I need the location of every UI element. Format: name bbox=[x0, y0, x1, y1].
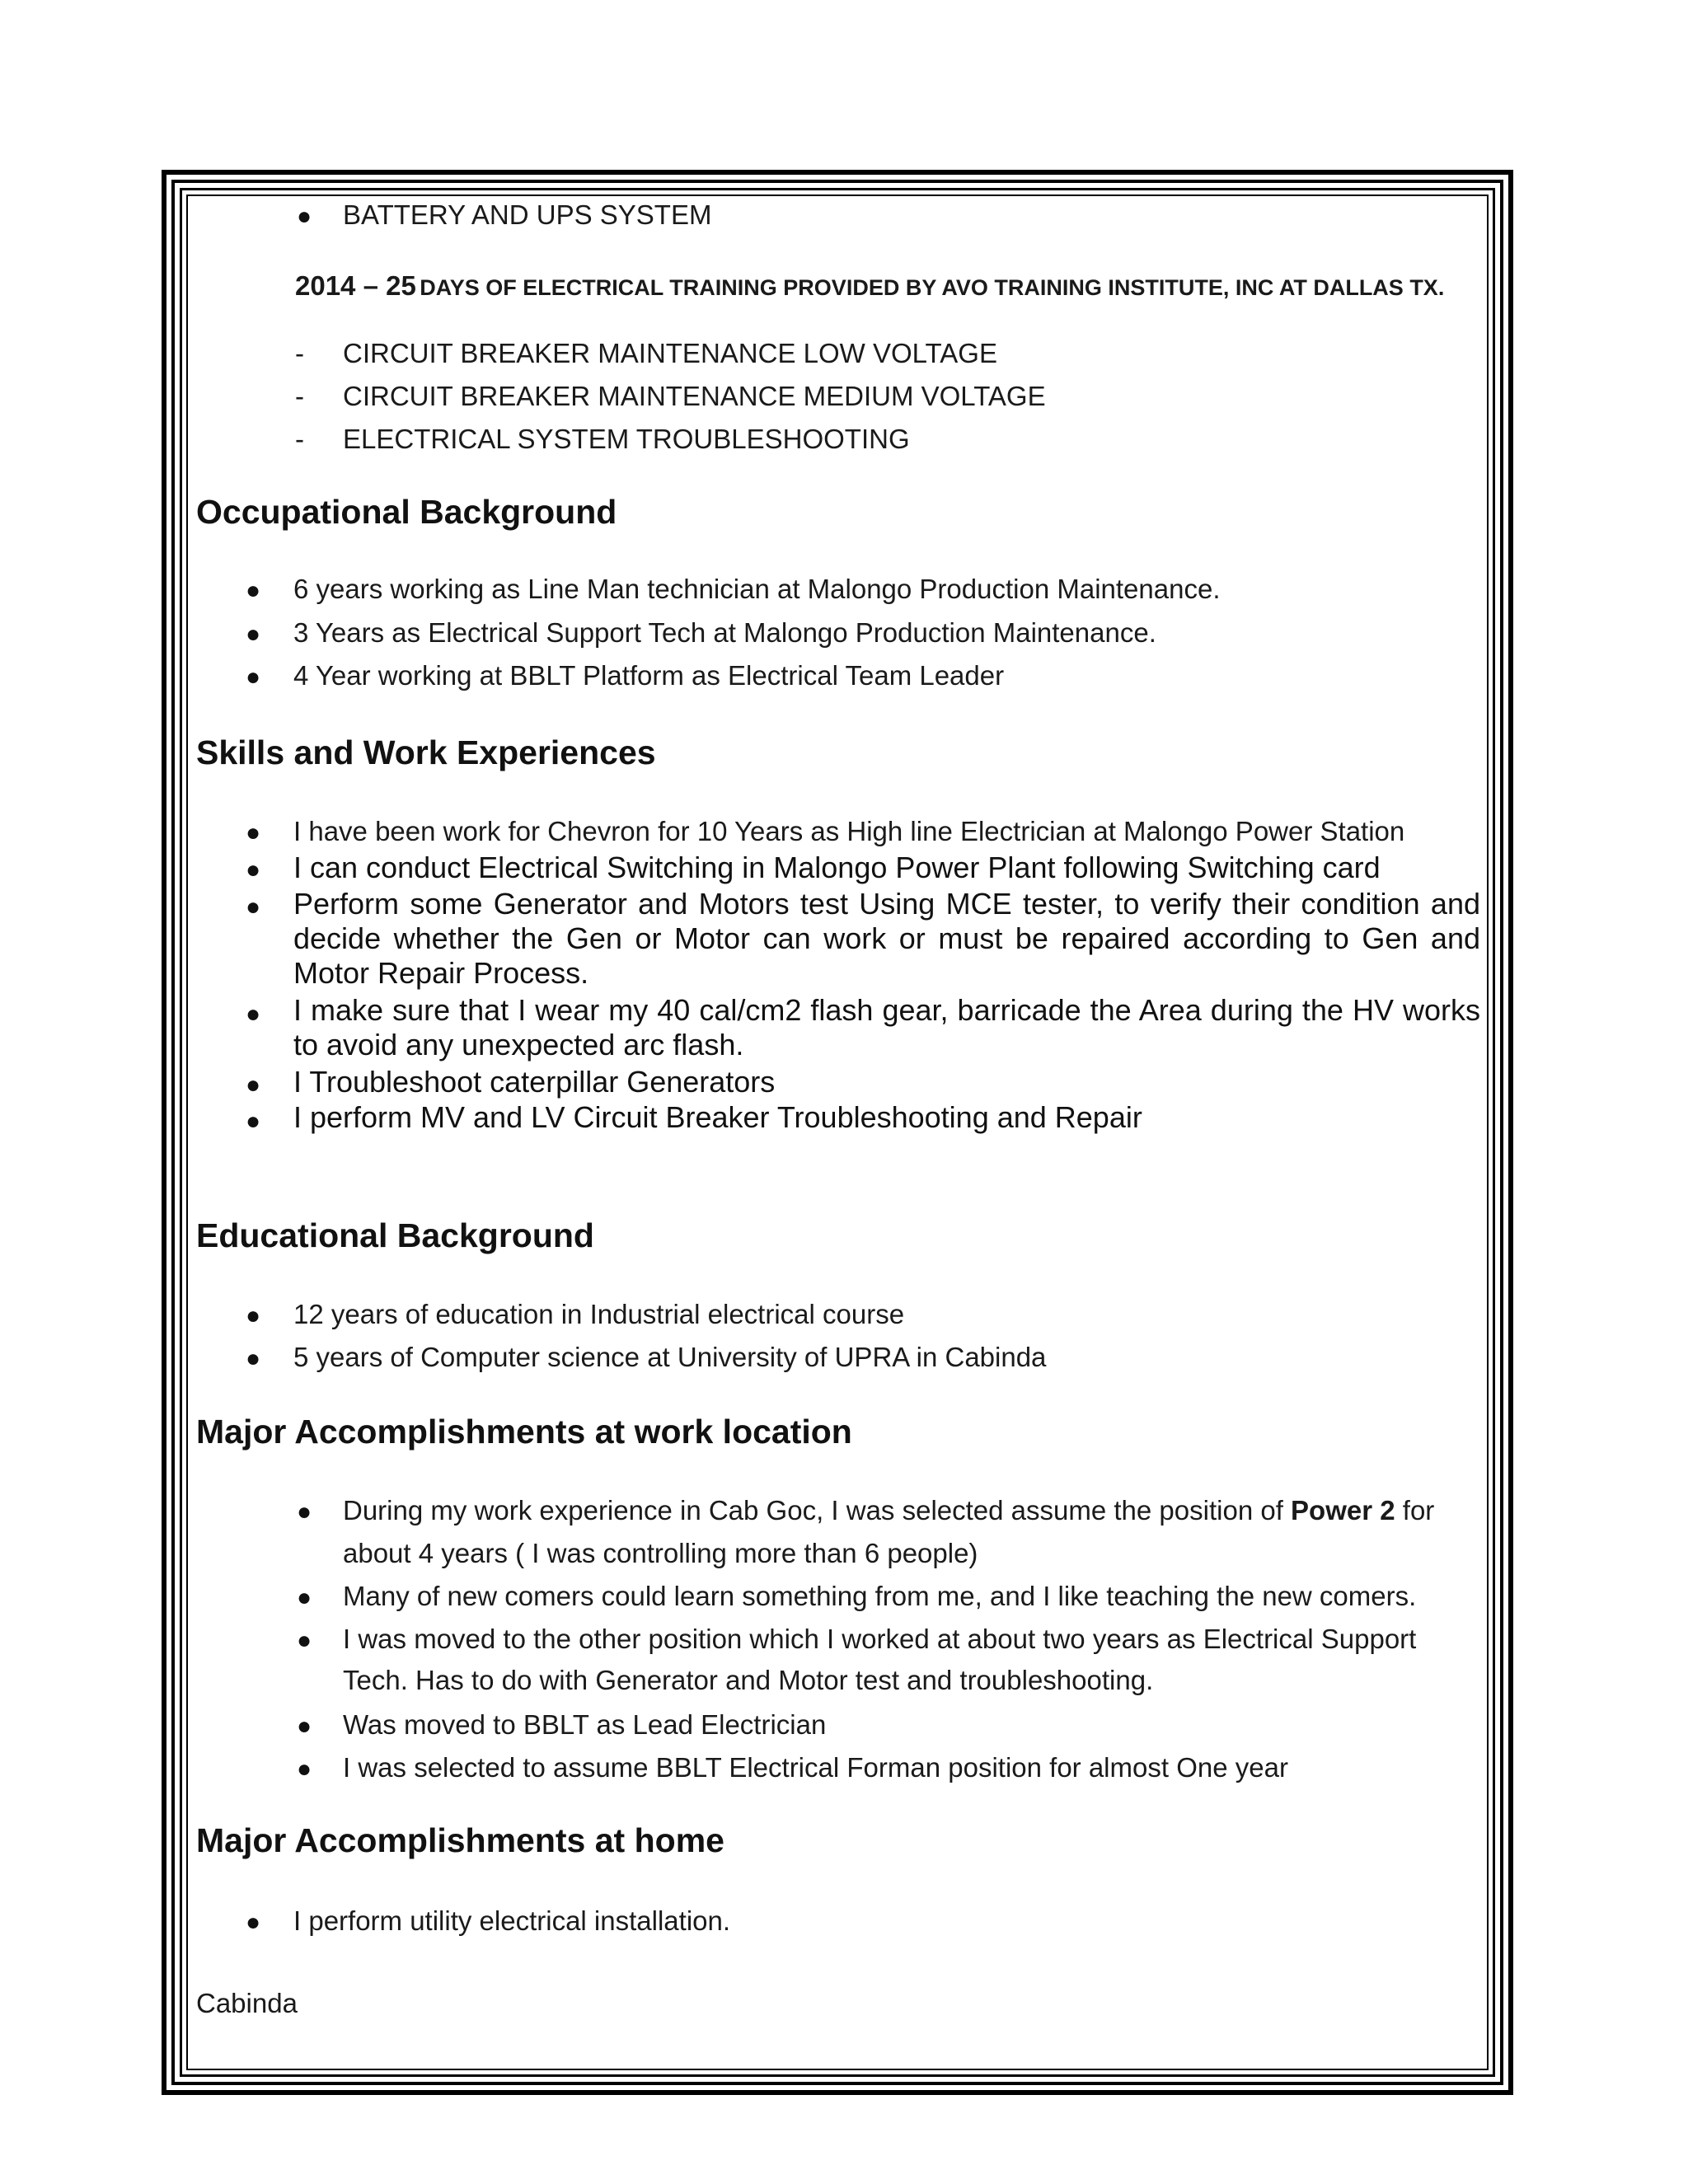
skills-heading: Skills and Work Experiences bbox=[196, 733, 656, 771]
dash-marker: - bbox=[295, 381, 304, 411]
bullet-icon: ● bbox=[246, 577, 261, 604]
bullet-icon: ● bbox=[246, 663, 261, 691]
bullet-icon: ● bbox=[246, 893, 261, 921]
bullet-icon: ● bbox=[246, 1909, 261, 1936]
work-accomplishment-item bbox=[343, 1495, 1434, 1526]
work-accomplishment-item: Was moved to BBLT as Lead Electrician bbox=[343, 1709, 827, 1740]
work-item1-text: During my work experience in Cab Goc, I was selected assume the position of bbox=[343, 1495, 1283, 1526]
bullet-icon: ● bbox=[246, 1108, 261, 1135]
bullet-icon: ● bbox=[246, 819, 261, 846]
skills-item: I can conduct Electrical Switching in Malongo Power Plant following Switching card bbox=[293, 851, 1381, 884]
bullet-icon: ● bbox=[297, 1755, 312, 1783]
bullet-icon: ● bbox=[246, 1302, 261, 1329]
education-heading: Educational Background bbox=[196, 1216, 594, 1254]
work-accomplishment-item: I was moved to the other position which I worked at about two years as Electrical Support bbox=[343, 1624, 1417, 1654]
work-accomplishment-item: I was selected to assume BBLT Electrical Forman position for almost One year bbox=[343, 1752, 1288, 1783]
home-accomplishment-item: I perform utility electrical installation. bbox=[293, 1905, 731, 1936]
bullet-icon: ● bbox=[297, 1584, 312, 1611]
bullet-icon: ● bbox=[297, 1713, 312, 1740]
training-title bbox=[295, 270, 1444, 302]
work-item1-post: for bbox=[1402, 1495, 1435, 1526]
bullet-icon: ● bbox=[297, 1627, 312, 1654]
bullet-icon: ● bbox=[246, 1071, 261, 1099]
bullet-icon: ● bbox=[297, 1498, 312, 1526]
work-item1-bold: Power 2 bbox=[1291, 1495, 1395, 1526]
occupational-item: 4 Year working at BBLT Platform as Electrical Team Leader bbox=[293, 660, 1005, 691]
work-accomplishment-continuation: Tech. Has to do with Generator and Motor test and troubleshooting. bbox=[343, 1665, 1154, 1695]
bullet-icon: ● bbox=[246, 621, 261, 648]
skills-item: I have been work for Chevron for 10 Years as High line Electrician at Malongo Power Station bbox=[293, 816, 1405, 846]
home-accomplishments-heading: Major Accomplishments at home bbox=[196, 1821, 724, 1859]
skills-item: I perform MV and LV Circuit Breaker Troubleshooting and Repair bbox=[293, 1100, 1142, 1134]
training-item: ELECTRICAL SYSTEM TROUBLESHOOTING bbox=[343, 424, 910, 454]
training-top-bullet: BATTERY AND UPS SYSTEM bbox=[343, 199, 712, 230]
occupational-item: 6 years working as Line Man technician at Malongo Production Maintenance. bbox=[293, 574, 1221, 604]
dash-marker: - bbox=[295, 424, 304, 454]
footer-location: Cabinda bbox=[196, 1988, 298, 2018]
occupational-item: 3 Years as Electrical Support Tech at Malongo Production Maintenance. bbox=[293, 617, 1156, 648]
skills-item: I Troubleshoot caterpillar Generators bbox=[293, 1065, 776, 1099]
bullet-icon: ● bbox=[297, 203, 312, 230]
dash-marker: - bbox=[295, 338, 304, 368]
skills-item: Perform some Generator and Motors test Using MCE tester, to verify their condition and decide whether the Gen or Motor can work or must be repaired according to Gen and Motor Repair Process. bbox=[293, 887, 1480, 990]
bullet-icon: ● bbox=[246, 1345, 261, 1372]
work-accomplishment-continuation: about 4 years ( I was controlling more than 6 people) bbox=[343, 1538, 978, 1568]
work-accomplishment-item: Many of new comers could learn something from me, and I like teaching the new comers. bbox=[343, 1581, 1417, 1611]
training-item: CIRCUIT BREAKER MAINTENANCE LOW VOLTAGE bbox=[343, 338, 997, 368]
training-title-rest: DAYS OF ELECTRICAL TRAINING PROVIDED BY AVO TRAINING INSTITUTE, INC AT DALLAS TX. bbox=[420, 275, 1445, 300]
training-title-year: 2014 – 25 bbox=[295, 270, 416, 301]
occupational-heading: Occupational Background bbox=[196, 493, 617, 531]
bullet-icon: ● bbox=[246, 1001, 261, 1028]
skills-item: I make sure that I wear my 40 cal/cm2 flash gear, barricade the Area during the HV works to avoid any unexpected arc flash. bbox=[293, 993, 1480, 1062]
education-item: 5 years of Computer science at University of UPRA in Cabinda bbox=[293, 1342, 1047, 1372]
bullet-icon: ● bbox=[246, 856, 261, 883]
education-item: 12 years of education in Industrial electrical course bbox=[293, 1299, 905, 1329]
work-accomplishments-heading: Major Accomplishments at work location bbox=[196, 1413, 852, 1451]
training-item: CIRCUIT BREAKER MAINTENANCE MEDIUM VOLTAGE bbox=[343, 381, 1046, 411]
